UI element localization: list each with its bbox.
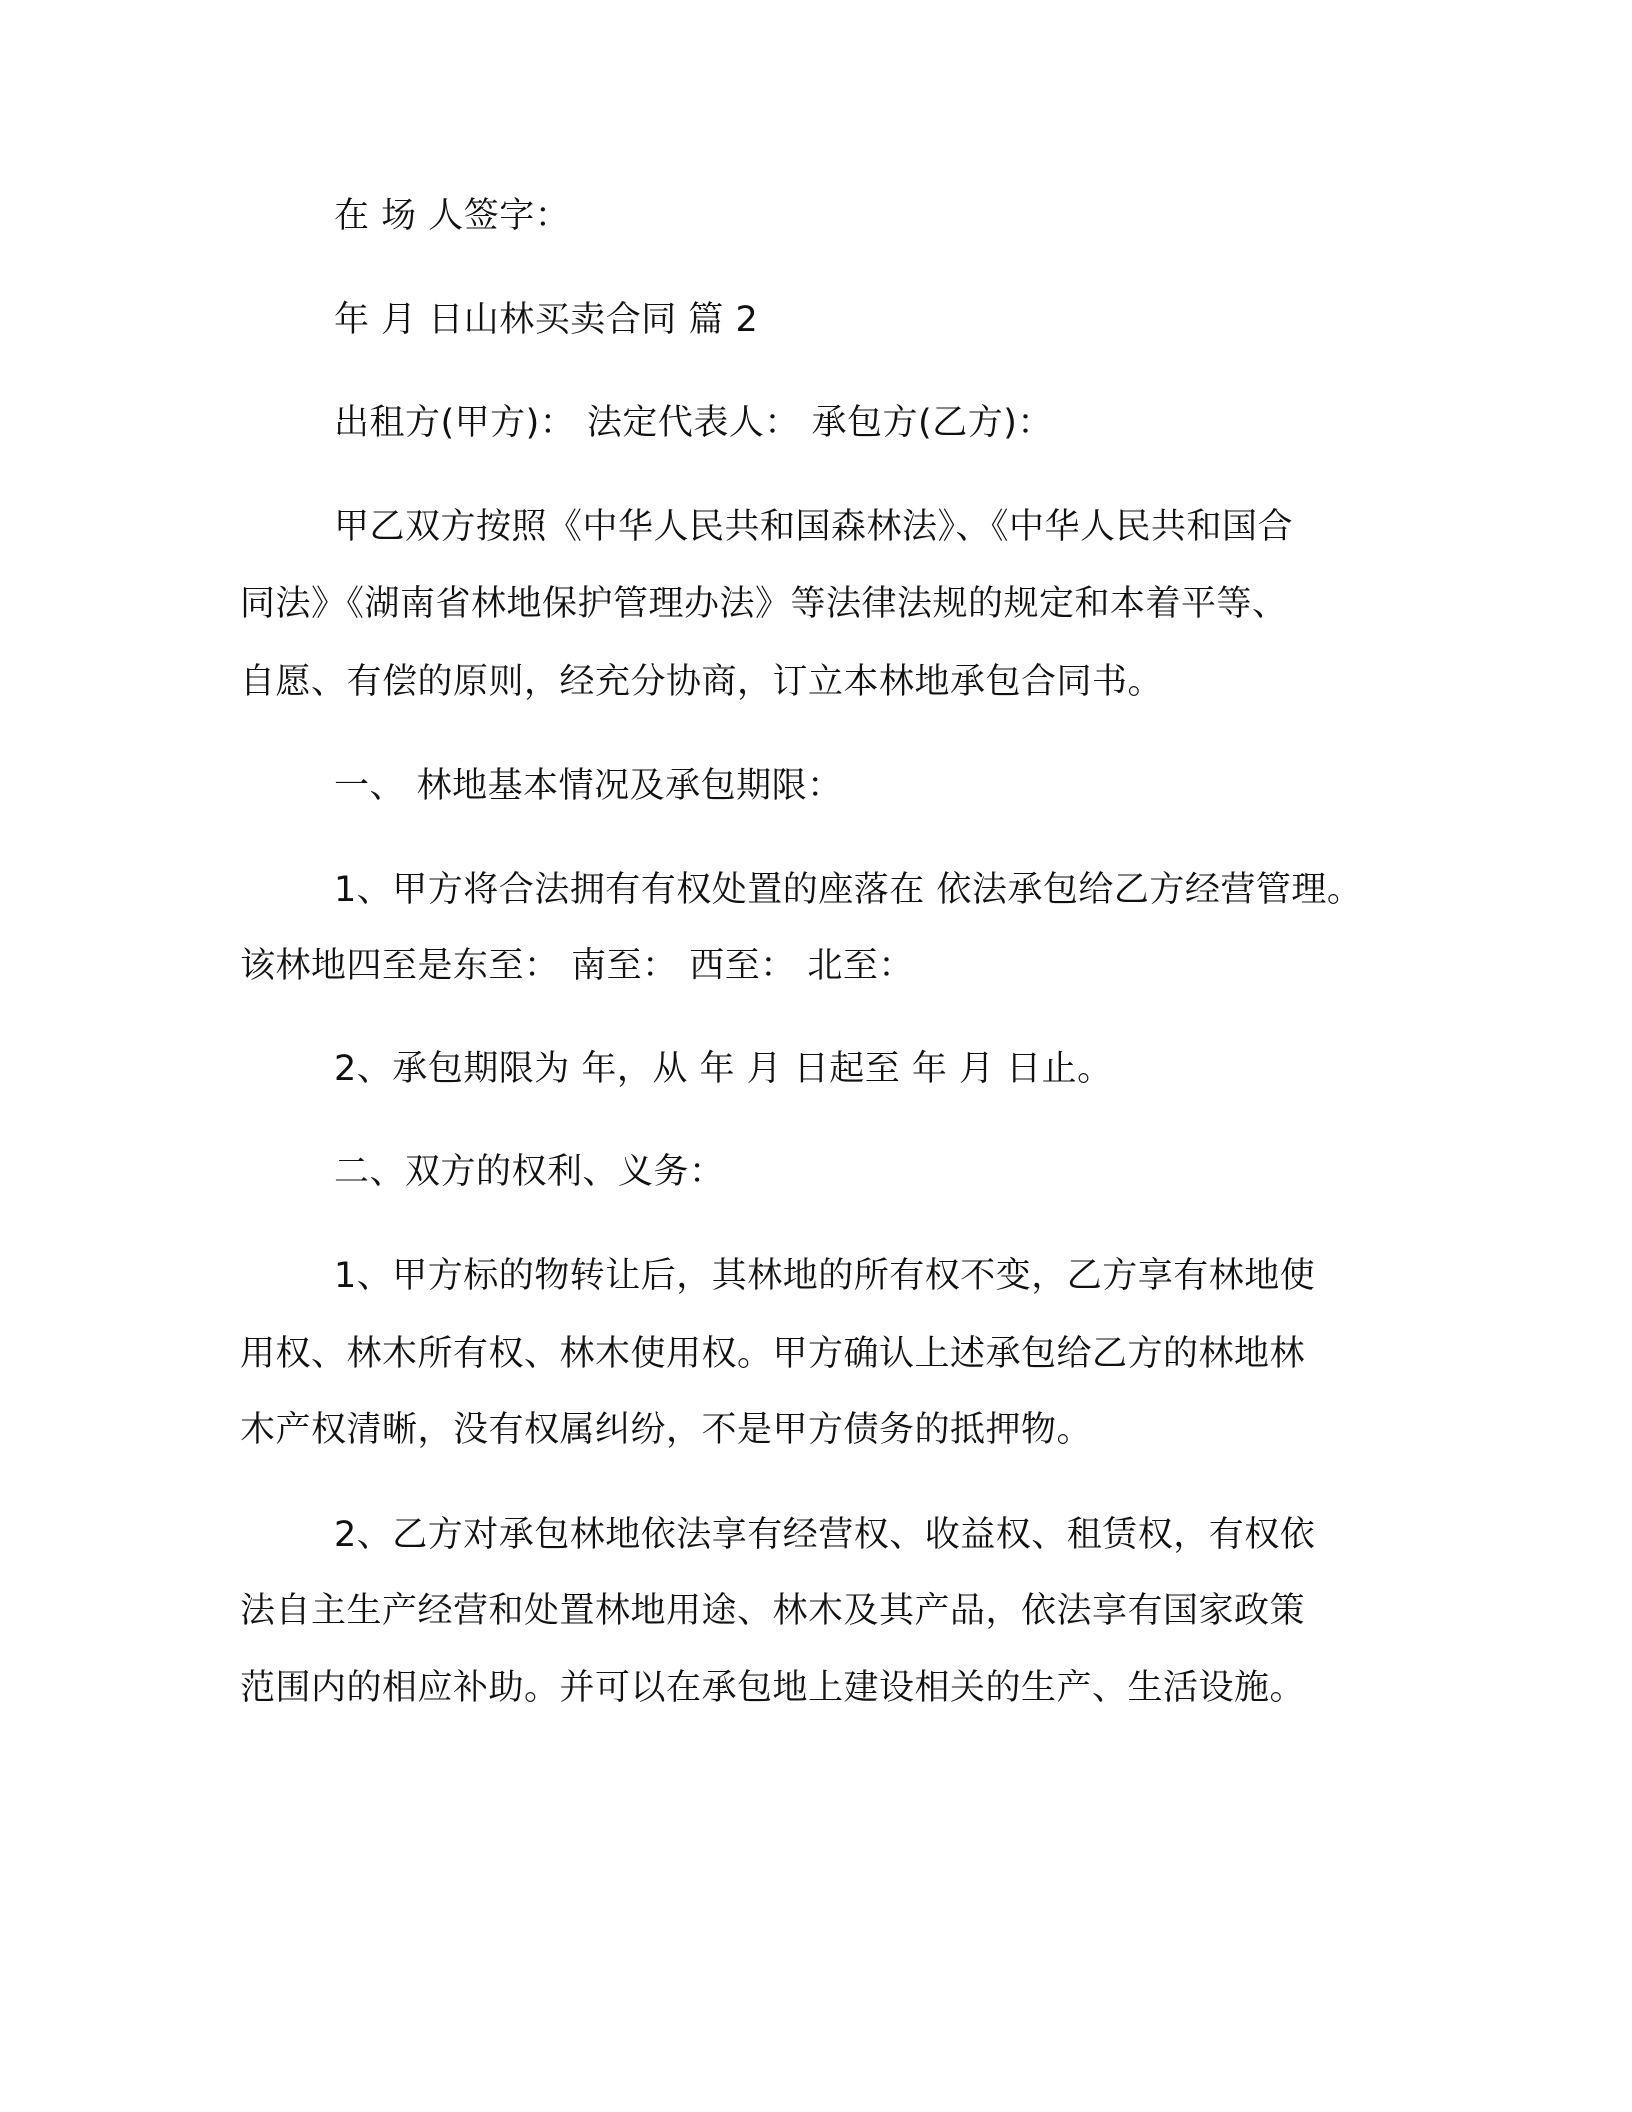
clause-1-1-line-2: 该林地四至是东至： 南至： 西至： 北至： — [240, 946, 914, 986]
clause-2-1-line-1: 1、甲方标的物转让后，其林地的所有权不变，乙方享有林地使 — [334, 1256, 1316, 1296]
preamble-line-3: 自愿、有偿的原则，经充分协商，订立本林地承包合同书。 — [240, 662, 1164, 702]
clause-2-1-line-2: 用权、林木所有权、林木使用权。甲方确认上述承包给乙方的林地林 — [240, 1334, 1306, 1374]
clause-2-1-line-3: 木产权清晰，没有权属纠纷，不是甲方债务的抵押物。 — [240, 1410, 1093, 1450]
clause-2-2-line-2: 法自主生产经营和处置林地用途、林木及其产品，依法享有国家政策 — [240, 1591, 1306, 1631]
section-2-heading: 二、双方的权利、义务： — [334, 1152, 725, 1192]
witness-signature-line: 在 场 人签字： — [334, 196, 571, 236]
clause-1-2-line: 2、承包期限为 年，从 年 月 日起至 年 月 日止。 — [334, 1049, 1113, 1089]
parties-line: 出租方(甲方)： 法定代表人： 承包方(乙方)： — [334, 403, 1053, 443]
section-1-heading: 一、 林地基本情况及承包期限： — [334, 766, 843, 806]
preamble-line-2: 同法》《湖南省林地保护管理办法》等法律法规的规定和本着平等、 — [240, 584, 1288, 624]
preamble-line-1: 甲乙双方按照《中华人民共和国森林法》、《中华人民共和国合 — [334, 507, 1294, 547]
clause-2-2-line-3: 范围内的相应补助。并可以在承包地上建设相关的生产、生活设施。 — [240, 1668, 1306, 1708]
date-title-line: 年 月 日山林买卖合同 篇 2 — [334, 300, 759, 340]
clause-2-2-line-1: 2、乙方对承包林地依法享有经营权、收益权、租赁权，有权依 — [334, 1515, 1316, 1555]
clause-1-1-line-1: 1、甲方将合法拥有有权处置的座落在 依法承包给乙方经营管理。 — [334, 870, 1363, 910]
